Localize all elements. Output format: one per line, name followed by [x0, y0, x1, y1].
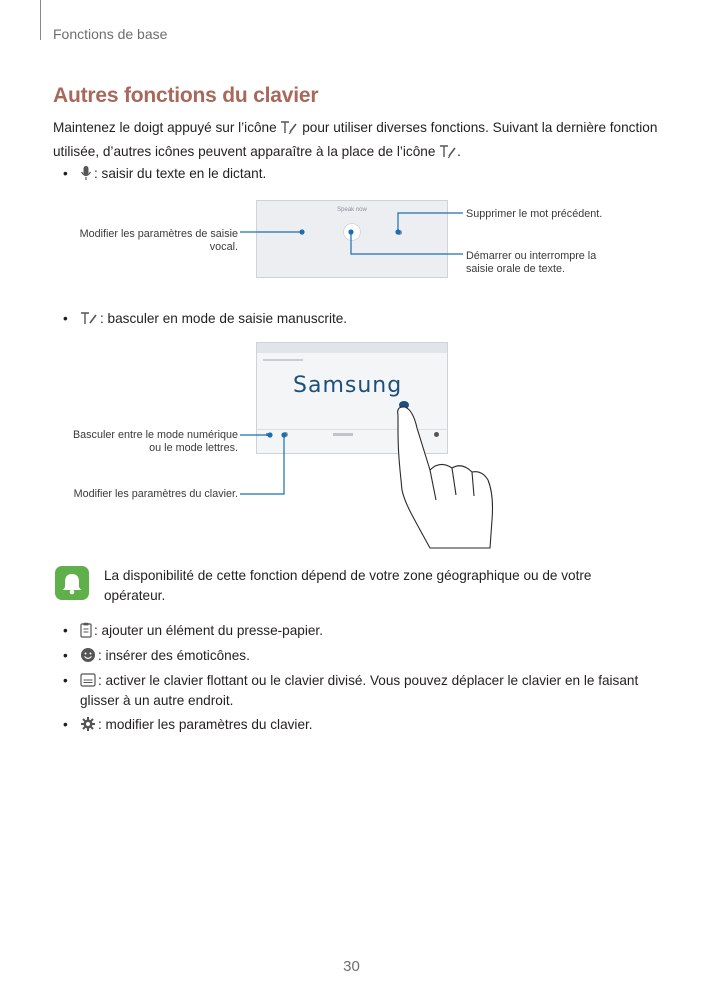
bullet-voice-text: : saisir du texte en le dictant.	[94, 166, 267, 181]
bell-icon	[55, 566, 89, 600]
intro-part3: .	[457, 144, 461, 159]
bullet-handwriting-text: : basculer en mode de saisie manuscrite.	[100, 311, 348, 326]
bullet-emoticon	[80, 646, 640, 666]
gear-icon	[80, 716, 96, 732]
callout-keyboard-settings: Modifier les paramètres du clavier.	[73, 488, 238, 500]
emoticon-icon	[80, 647, 96, 663]
bullet-dot: •	[63, 648, 68, 663]
line-start-stop	[351, 232, 463, 254]
bullet-clipboard-text: : ajouter un élément du presse-papier.	[94, 623, 323, 638]
line-keyboard-settings	[240, 435, 284, 494]
bullet-dot: •	[63, 623, 68, 638]
callout-delete-word: Supprimer le mot précédent.	[466, 208, 603, 220]
line-keyboard-settings-dot	[282, 433, 286, 437]
floating-keyboard-icon	[80, 672, 96, 688]
bullet-dot: •	[63, 166, 68, 181]
header-title: Fonctions de base	[53, 26, 168, 42]
line-start-stop-dot	[349, 230, 353, 234]
line-mode-switch-dot	[268, 433, 272, 437]
hand-illustration	[398, 401, 493, 548]
bullet-clipboard	[80, 621, 640, 641]
bullet-keyboard-settings	[80, 715, 640, 735]
bullet-keyboard-settings-text: : modifier les paramètres du clavier.	[98, 717, 313, 732]
section-title: Autres fonctions du clavier	[53, 84, 319, 107]
bullet-dot: •	[63, 673, 68, 688]
line-delete-word-dot	[396, 230, 400, 234]
line-voice-settings-dot	[300, 230, 304, 234]
voice-screen-title: Speak now	[337, 207, 367, 213]
clipboard-icon	[80, 622, 92, 638]
handwriting-sample: Samsung	[293, 373, 403, 398]
page-number: 30	[343, 958, 360, 975]
bullet-dot: •	[63, 311, 68, 326]
bullet-dot: •	[63, 717, 68, 732]
callout-mode-switch: Basculer entre le mode numérique ou le mode lettres.	[72, 429, 238, 454]
bullet-floating-keyboard	[80, 671, 640, 711]
bullet-floating-keyboard-text: : activer le clavier flottant ou le clavier divisé. Vous pouvez déplacer le clavier en le faisant glisser à un autre endroit.	[80, 673, 639, 708]
intro-part1: Maintenez le doigt appuyé sur l’icône	[53, 120, 277, 135]
callout-voice-settings: Modifier les paramètres de saisie vocal.	[79, 228, 238, 253]
line-delete-word	[398, 213, 463, 232]
bullet-emoticon-text: : insérer des émoticônes.	[98, 648, 250, 663]
intro-part2: pour utiliser diverses fonctions. Suivant la dernière fonction utilisée, d’autres icônes peuvent apparaître à la place de l’icône	[53, 120, 658, 159]
note-text: La disponibilité de cette fonction dépend de votre zone géographique ou de votre opérateur.	[104, 568, 592, 603]
callout-start-stop: Démarrer ou interrompre la saisie orale de texte.	[466, 250, 597, 275]
